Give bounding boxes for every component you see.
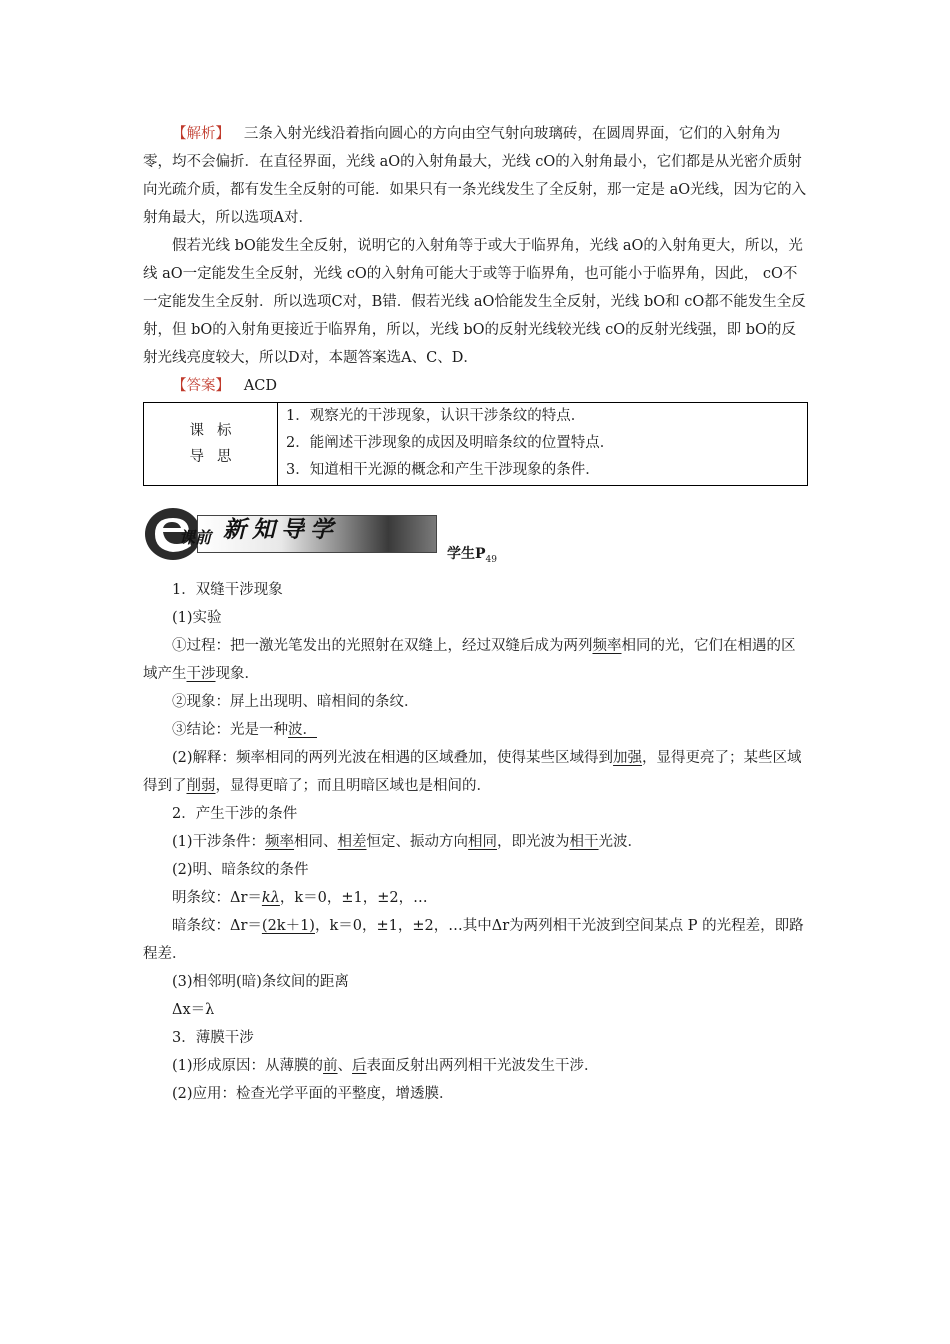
analysis-paragraph-2: 假若光线 bO能发生全反射，说明它的入射角等于或大于临界角，光线 aO的入射角更大，所以，光线 aO一定能发生全反射，光线 cO的入射角可能大于或等于临界角，也可能小于临界角，因此， cO不一定能发生全反射．所以选项C对，B错．假若光线 aO恰能发生全反射，光线 bO和 cO都不能发生全反射，但 bO的入射角更接近于临界角，所以，光线 bO的反射光线较光线 cO的反射光线强，即 bO的反射光线亮度较大，所以D对，本题答案选A、C、D． bbox=[143, 238, 806, 366]
student-page-number: 49 bbox=[485, 554, 497, 565]
student-page-label: 学生P bbox=[447, 546, 486, 562]
text: ，显得更暗了；而且明暗区域也是相间的． bbox=[215, 778, 491, 794]
heading-3: 3．薄膜干涉 bbox=[172, 1030, 254, 1046]
text: (1)形成原因：从薄膜的 bbox=[172, 1058, 324, 1074]
text: 恒定、振动方向 bbox=[366, 834, 469, 850]
blank-answer: 干涉 bbox=[186, 666, 216, 682]
document-page bbox=[143, 120, 808, 1108]
guide-label-cell bbox=[144, 403, 278, 485]
application-line: (2)应用：检查光学平面的平整度，增透膜． bbox=[172, 1086, 454, 1102]
student-page-ref bbox=[447, 540, 497, 574]
answer-line bbox=[143, 372, 808, 400]
guide-item: 2．能阐述干涉现象的成因及明暗条纹的位置特点． bbox=[286, 435, 615, 451]
guide-label-2: 导思 bbox=[189, 449, 245, 465]
blank-answer: (2k＋1) bbox=[261, 918, 315, 934]
text: 暗条纹：Δr＝ bbox=[172, 918, 262, 934]
analysis-tag: 【解析】 bbox=[172, 126, 230, 142]
text: ，k＝0，±1，±2，… bbox=[279, 890, 428, 906]
process-line bbox=[143, 632, 808, 688]
banner-prefix: 课前 bbox=[179, 528, 212, 547]
blank-answer: 加强 bbox=[613, 750, 643, 766]
analysis-text-1: 三条入射光线沿着指向圆心的方向由空气射向玻璃砖，在圆周界面，它们的入射角为零，均不会偏折．在直径界面，光线 aO的入射角最大，光线 cO的入射角最小，它们都是从光密介质射向光疏介质，都有发生全反射的可能．如果只有一条光线发生了全反射，那一定是 aO光线，因为它的入射角最大，所以选项A对． bbox=[143, 126, 807, 226]
answer-tag: 【答案】 bbox=[172, 378, 230, 394]
guide-items-cell bbox=[278, 403, 807, 485]
blank-answer: 波． bbox=[288, 722, 317, 738]
subheading-fringe-spacing: (3)相邻明(暗)条纹间的距离 bbox=[172, 974, 349, 990]
guide-item: 3．知道相干光源的概念和产生干涉现象的条件． bbox=[286, 462, 600, 478]
banner-title: 新知导学 bbox=[223, 516, 339, 543]
knowledge-section bbox=[143, 576, 808, 1108]
guide-item: 1．观察光的干涉现象，认识干涉条纹的特点． bbox=[286, 408, 586, 424]
text: 、 bbox=[337, 1058, 353, 1074]
subheading-fringe-conditions: (2)明、暗条纹的条件 bbox=[172, 862, 309, 878]
text: 相同、 bbox=[294, 834, 338, 850]
blank-answer: 频率 bbox=[592, 638, 622, 654]
text: ，k＝0，±1，±2，…其中Δr为两列相干光波到空间某点 P 的光程差，即路程差． bbox=[143, 918, 804, 962]
text: 相同的光，它们在相遇的区域产生 bbox=[143, 638, 796, 682]
text: ③结论：光是一种 bbox=[172, 722, 288, 738]
text: 光波． bbox=[598, 834, 643, 850]
answer-value: ACD bbox=[243, 378, 278, 394]
text: ，即光波为 bbox=[497, 834, 570, 850]
blank-answer: 削弱 bbox=[186, 778, 216, 794]
section-banner bbox=[143, 504, 808, 570]
text: (2)解释：频率相同的两列光波在相遇的区域叠加，使得某些区域得到 bbox=[172, 750, 614, 766]
blank-answer: 相差 bbox=[337, 834, 367, 850]
text: 明条纹：Δr＝ bbox=[172, 890, 262, 906]
analysis-paragraph-1 bbox=[143, 120, 808, 232]
phenomenon-line: ②现象：屏上出现明、暗相间的条纹． bbox=[172, 694, 419, 710]
cause-line bbox=[143, 1052, 808, 1080]
subheading-experiment: (1)实验 bbox=[172, 610, 222, 626]
blank-answer: 相干 bbox=[569, 834, 599, 850]
text: (1)干涉条件： bbox=[172, 834, 266, 850]
text: ①过程：把一激光笔发出的光照射在双缝上，经过双缝后成为两列 bbox=[172, 638, 593, 654]
explanation-line bbox=[143, 744, 808, 800]
text: ，显得更亮了；某些区域得到了 bbox=[143, 750, 802, 794]
conclusion-line bbox=[143, 716, 808, 744]
guide-table bbox=[143, 402, 808, 486]
guide-label-1: 课标 bbox=[189, 423, 245, 439]
blank-answer: 相同 bbox=[468, 834, 498, 850]
text: 现象． bbox=[215, 666, 259, 682]
heading-2: 2．产生干涉的条件 bbox=[172, 806, 298, 822]
blank-answer: 前 bbox=[323, 1058, 338, 1074]
spacing-formula: Δx＝λ bbox=[172, 1002, 215, 1018]
blank-answer: 后 bbox=[352, 1058, 367, 1074]
dark-fringe-line bbox=[143, 912, 808, 968]
heading-1: 1．双缝干涉现象 bbox=[172, 582, 283, 598]
bright-fringe-line bbox=[143, 884, 808, 912]
blank-answer: 频率 bbox=[265, 834, 295, 850]
condition-line bbox=[143, 828, 808, 856]
blank-answer: kλ bbox=[261, 890, 280, 906]
text: 表面反射出两列相干光波发生干涉． bbox=[366, 1058, 599, 1074]
